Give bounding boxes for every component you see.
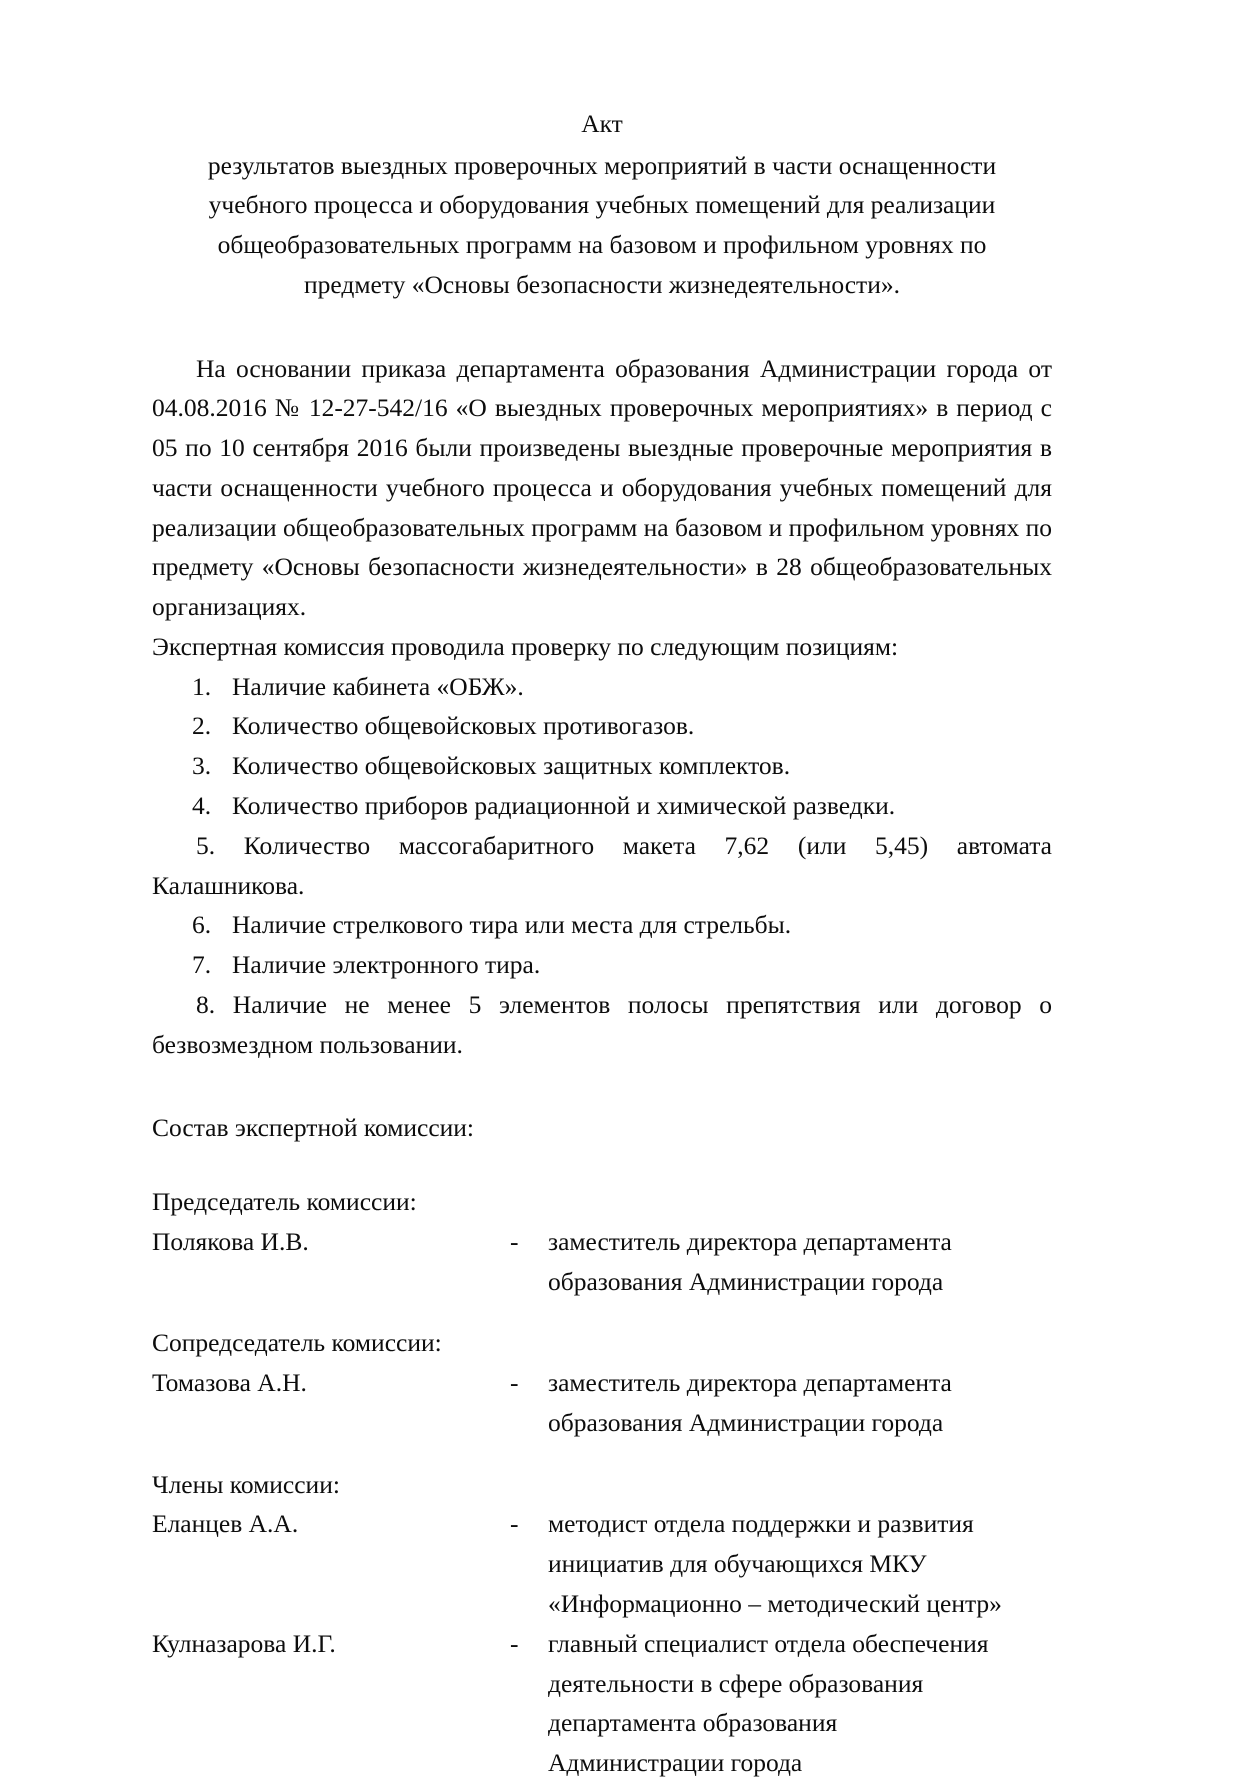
member-name: Еланцев А.А. [152,1509,299,1539]
list-item-number: 4. [192,791,212,820]
member-dash: - [510,1509,519,1539]
list-item-number: 7. [192,950,212,980]
member-role-line: образования Администрации города [548,1266,944,1296]
member-name: Кулназарова И.Г. [152,1628,336,1658]
intro-paragraph: На основании приказа департамента образования Администрации города от 04.08.2016 № 12-27-542/16 «О выездных проверочных мероприятиях» в период с 05 по 10 сентября 2016 были произведены выездные проверочные мероприятия в части оснащенности учебного процесса и оборудования учебных помещений для реализации общеобразовательных программ на базовом и профильном уровнях по предмету «Основы безопасности жизнедеятельности» в 28 общеобразовательных организациях. [152,353,1052,622]
member-role-line: заместитель директора департамента [548,1226,952,1256]
list-item-label: Количество массогабаритного макета 7,62 (или 5,45) автомата Калашникова. [152,830,1052,900]
member-role-line: методист отдела поддержки и развития [548,1509,974,1539]
document-subtitle [152,146,1052,305]
list-item-label: Наличие электронного тира. [232,950,541,980]
commission-heading: Состав экспертной комиссии: [152,1113,475,1143]
commission-chair-label: Председатель комиссии: [152,1187,417,1217]
member-name: Томазова А.Н. [152,1368,307,1398]
commission-member-row [152,1363,1052,1443]
document-body [152,104,1052,1783]
list-item-label: Наличие стрелкового тира или места для стрельбы. [232,910,792,940]
member-role-line: «Информационно – методический центр» [548,1589,1002,1619]
member-dash: - [510,1628,519,1658]
member-name: Полякова И.В. [152,1226,309,1256]
list-item-label: Количество приборов радиационной и химической разведки. [232,791,896,820]
member-role-line: образования Администрации города [548,1407,944,1437]
spacer [152,1301,1052,1323]
subtitle-line-2: учебного процесса и оборудования учебных помещений для реализации [208,190,996,220]
list-item [152,945,1052,985]
list-item-number: 2. [192,711,212,741]
positions-intro: Экспертная комиссия проводила проверку по следующим позициям: [152,631,899,661]
spacer [152,305,1052,349]
commission-members-label: Члены комиссии: [152,1469,340,1499]
member-role-line: инициатив для обучающихся МКУ [548,1549,927,1579]
page-title: Акт [581,109,623,138]
member-role-line: главный специалист отдела обеспечения [548,1628,989,1658]
list-item [152,985,1052,1065]
list-item-number: 6. [192,910,212,940]
list-item-number: 5. [196,830,216,860]
list-item-label: Количество общевойсковых противогазов. [232,711,695,741]
spacer [152,1064,1052,1108]
member-dash: - [510,1368,519,1398]
subtitle-line-3: общеобразовательных программ на базовом и профильном уровнях по [217,230,987,260]
member-dash: - [510,1226,519,1256]
list-item-number: 8. [196,989,216,1019]
subtitle-line-1: результатов выездных проверочных мероприятий в части оснащенности [207,150,997,180]
list-item [152,826,1052,906]
member-role [548,1363,1052,1443]
member-role-line: заместитель директора департамента [548,1368,952,1398]
list-item-label: Наличие не менее 5 элементов полосы препятствия или договор о безвозмездном пользовании. [152,989,1053,1059]
commission-member-row [152,1504,1052,1623]
list-item [152,746,1052,786]
list-item [152,667,1052,707]
spacer [152,1148,1052,1182]
list-item [152,786,1052,826]
commission-cochair-label: Сопредседатель комиссии: [152,1328,442,1358]
checklist [152,667,1052,1065]
list-item-label: Наличие кабинета «ОБЖ». [232,671,524,701]
list-item-label: Количество общевойсковых защитных комплектов. [232,751,791,781]
member-role [548,1222,1052,1302]
member-role [548,1624,1052,1783]
commission-member-row [152,1624,1052,1783]
member-role-line: Администрации города [548,1748,803,1778]
list-item [152,706,1052,746]
member-role-line: деятельности в сфере образования [548,1668,924,1698]
commission-member-row [152,1222,1052,1302]
commission-list [152,1182,1052,1783]
list-item-number: 1. [192,671,212,701]
subtitle-line-4: предмету «Основы безопасности жизнедеятельности». [304,269,900,299]
list-item [152,905,1052,945]
spacer [152,1443,1052,1465]
member-role-line: департамента образования [548,1708,838,1738]
member-role [548,1504,1052,1623]
list-item-number: 3. [192,751,212,781]
